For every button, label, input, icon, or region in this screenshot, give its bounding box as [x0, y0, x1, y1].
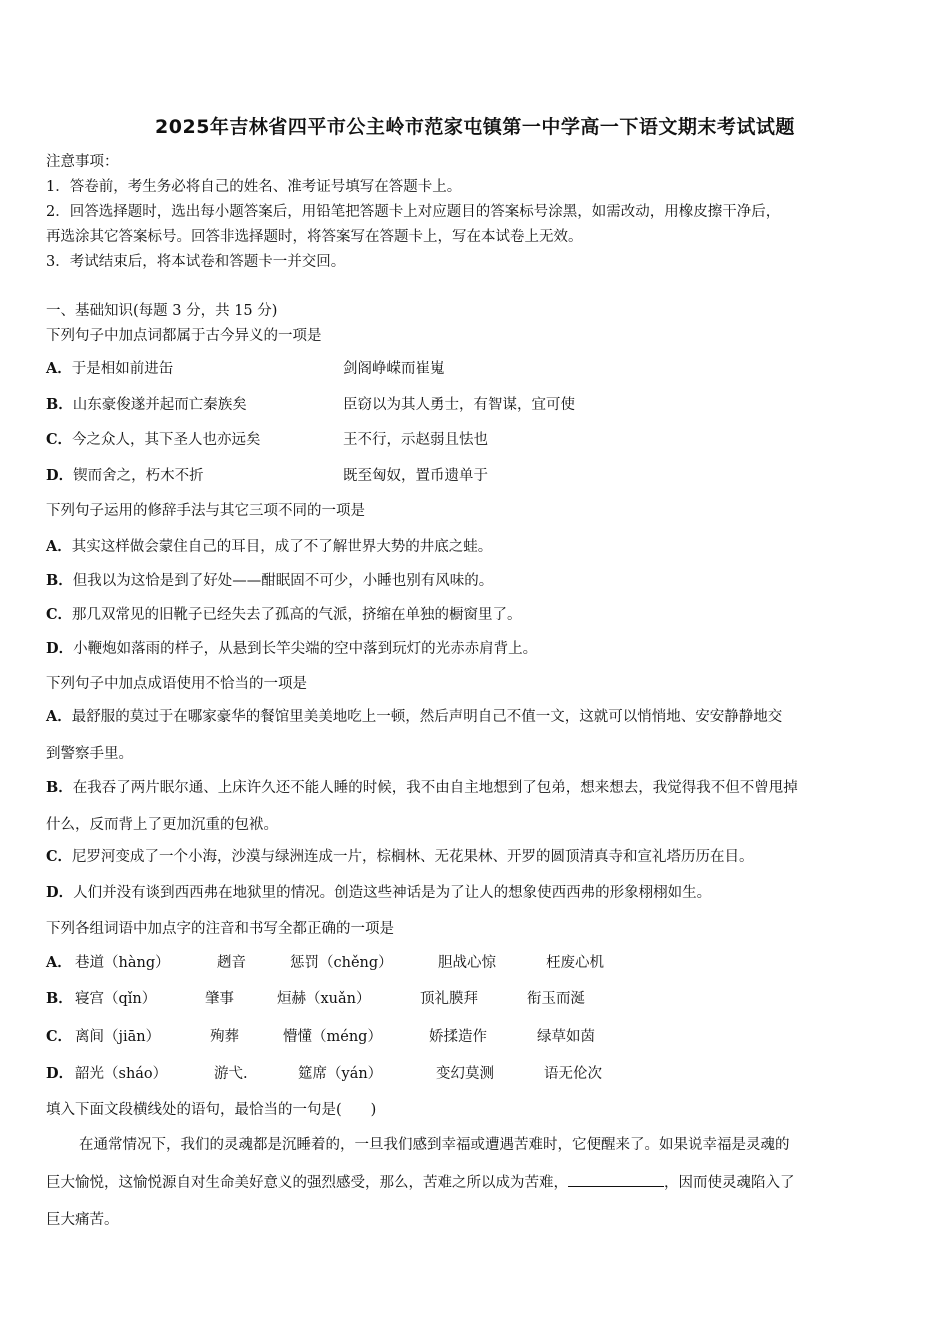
- word: 筵席（yán）: [298, 1066, 383, 1082]
- option-label: C．: [46, 1028, 73, 1045]
- answer-blank: [568, 1172, 664, 1187]
- word: 胆战心惊: [438, 955, 496, 971]
- word: 枉废心机: [546, 955, 604, 971]
- option-text: 最舒服的莫过于在哪家豪华的餐馆里美美地吃上一顿，然后声明自己不值一文，这就可以悄悄地、安安静静地交: [71, 709, 783, 725]
- option-label: D．: [46, 640, 74, 657]
- option-continuation: 到警察手里。: [46, 746, 133, 762]
- passage-line: 巨大痛苦。: [46, 1212, 119, 1228]
- option-label: C．: [46, 431, 73, 448]
- option-text: 那几双常见的旧靴子已经失去了孤高的气派，挤缩在单独的橱窗里了。: [72, 607, 522, 623]
- option-text: 人们并没有谈到西西弗在地狱里的情况。创造这些神话是为了让人的想象使西西弗的形象栩栩如生。: [73, 885, 712, 901]
- option-label: D．: [46, 467, 74, 484]
- option-label: C．: [46, 848, 73, 865]
- word: 离间（jiān）: [75, 1029, 161, 1045]
- passage-text: 巨大愉悦，这愉悦源自对生命美好意义的强烈感受，那么，苦难之所以成为苦难，: [46, 1175, 568, 1191]
- option-right: 王不行，示赵弱且怯也: [343, 432, 488, 448]
- option-row: [46, 360, 173, 378]
- option-row: [46, 431, 261, 449]
- question-stem: 下列句子中加点词都属于古今异义的一项是: [46, 328, 322, 344]
- passage-line: [46, 1172, 795, 1192]
- word: 顶礼膜拜: [420, 991, 478, 1007]
- option-left: 今之众人，其下圣人也亦远矣: [72, 432, 261, 448]
- option-label: D．: [46, 1065, 74, 1082]
- word: 衔玉而涎: [527, 991, 585, 1007]
- notice-item: 3．考试结束后，将本试卷和答题卡一并交回。: [46, 254, 346, 270]
- word: 游弋.: [214, 1066, 248, 1082]
- option-label: B．: [46, 396, 73, 413]
- notice-item: 2．回答选择题时，选出每小题答案后，用铅笔把答题卡上对应题目的答案标号涂黑，如需改动，用橡皮擦干净后，: [46, 204, 781, 220]
- word: 娇揉造作: [429, 1029, 487, 1045]
- option-label: B．: [46, 779, 73, 796]
- option-text: 但我以为这恰是到了好处——酣眠固不可少，小睡也别有风味的。: [72, 573, 494, 589]
- option-label: A．: [46, 538, 72, 555]
- option-text: 尼罗河变成了一个小海，沙漠与绿洲连成一片，棕榈林、无花果林、开罗的圆顶清真寺和宣礼塔历历在目。: [72, 849, 754, 865]
- word: 语无伦次: [544, 1066, 602, 1082]
- word: 肇事: [205, 991, 234, 1007]
- option-left: 于是相如前进缶: [71, 361, 174, 377]
- option-right: 臣窃以为其人勇士，有智谋，宜可使: [343, 397, 575, 413]
- word: 寝宫（qǐn）: [75, 991, 157, 1007]
- section-heading: 一、基础知识(每题 3 分，共 15 分): [46, 303, 278, 319]
- word: 懵懂（méng）: [283, 1029, 382, 1045]
- option-left: 山东豪俊遂并起而亡秦族矣: [72, 397, 247, 413]
- notice-heading: 注意事项：: [46, 154, 119, 170]
- option-row: [46, 708, 782, 726]
- word: 绿草如茵: [537, 1029, 595, 1045]
- word: 巷道（hàng）: [75, 955, 170, 971]
- option-row: [46, 538, 492, 556]
- option-label: C．: [46, 606, 73, 623]
- option-label: A．: [46, 954, 72, 971]
- option-right: 剑阁峥嵘而崔嵬: [343, 361, 445, 377]
- option-text: 小鞭炮如落雨的样子，从悬到长竿尖端的空中落到玩灯的光赤赤肩背上。: [73, 641, 538, 657]
- word: 趔音: [217, 955, 246, 971]
- word: 韶光（sháo）: [75, 1066, 168, 1082]
- option-left: 锲而舍之，朽木不折: [73, 468, 204, 484]
- option-label: A．: [46, 360, 72, 377]
- option-label: B．: [46, 990, 73, 1007]
- option-label: A．: [46, 708, 72, 725]
- option-label: D．: [46, 884, 74, 901]
- option-row: [46, 572, 493, 590]
- option-row: [46, 848, 754, 866]
- option-text: 其实这样做会蒙住自己的耳目，成了不了解世界大势的井底之蛙。: [71, 539, 493, 555]
- passage-text: ，因而使灵魂陷入了: [664, 1175, 795, 1191]
- question-stem: 下列句子中加点成语使用不恰当的一项是: [46, 676, 307, 692]
- passage-line: 在通常情况下，我们的灵魂都是沉睡着的，一旦我们感到幸福或遭遇苦难时，它便醒来了。如果说幸福是灵魂的: [79, 1137, 790, 1153]
- option-row: [46, 640, 537, 658]
- option-row: [46, 396, 247, 414]
- option-text: 在我吞了两片眠尔通、上床许久还不能人睡的时候，我不由自主地想到了包弟，想来想去，我觉得我不但不曾甩掉: [72, 780, 798, 796]
- word: 殉葬: [210, 1029, 239, 1045]
- page-title: 2025年吉林省四平市公主岭市范家屯镇第一中学高一下语文期末考试试题: [155, 116, 795, 138]
- notice-item: 再选涂其它答案标号。回答非选择题时，将答案写在答题卡上，写在本试卷上无效。: [46, 229, 583, 245]
- word: 惩罚（chěng）: [290, 955, 393, 971]
- question-stem: 填入下面文段横线处的语句，最恰当的一句是( ): [46, 1102, 377, 1118]
- option-label: B．: [46, 572, 73, 589]
- option-row: [46, 779, 798, 797]
- question-stem: 下列句子运用的修辞手法与其它三项不同的一项是: [46, 503, 365, 519]
- word: 变幻莫测: [436, 1066, 494, 1082]
- option-row: [46, 884, 711, 902]
- notice-item: 1．答卷前，考生务必将自己的姓名、准考证号填写在答题卡上。: [46, 179, 462, 195]
- option-right: 既至匈奴，置币遗单于: [343, 468, 488, 484]
- option-continuation: 什么，反而背上了更加沉重的包袱。: [46, 817, 278, 833]
- option-row: [46, 606, 522, 624]
- option-row: [46, 467, 204, 485]
- word: 烜赫（xuǎn）: [277, 991, 371, 1007]
- question-stem: 下列各组词语中加点字的注音和书写全都正确的一项是: [46, 921, 394, 937]
